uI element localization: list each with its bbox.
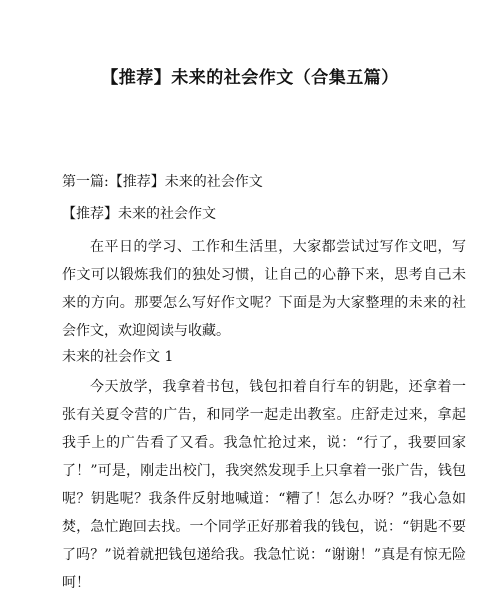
essay-title: 未来的社会作文 1 [62,349,174,365]
section-heading: 第一篇:【推荐】未来的社会作文 [62,174,263,190]
essay-paragraph: 今天放学，我拿着书包，钱包扣着自行车的钥匙，还拿着一张有关夏令营的广告，和同学一起走出教室。庄舒走过来，拿起我手上的广告看了又看。我急忙抢过来，说：“行了，我要回家了！”可是，刚走出校门，我突然发现手上只拿着一张广告，钱包呢？钥匙呢？我条件反射地喊道：“糟了！怎么办呀？”我心急如焚，急忙跑回去找。一个同学正好那着我的钱包，说：“钥匙不要了吗？”说着就把钱包递给我。我急忙说：“谢谢！”真是有惊无险呵！ [62,379,466,591]
intro-paragraph: 在平日的学习、工作和生活里，大家都尝试过写作文吧，写作文可以锻炼我们的独处习惯，让自己的心静下来，思考自己未来的方向。那要怎么写好作文呢？下面是为大家整理的未来的社会作文，欢迎阅读与收藏。 [62,239,466,339]
article-subheading: 【推荐】未来的社会作文 [62,206,216,222]
document-title: 【推荐】未来的社会作文（合集五篇） [101,68,399,88]
